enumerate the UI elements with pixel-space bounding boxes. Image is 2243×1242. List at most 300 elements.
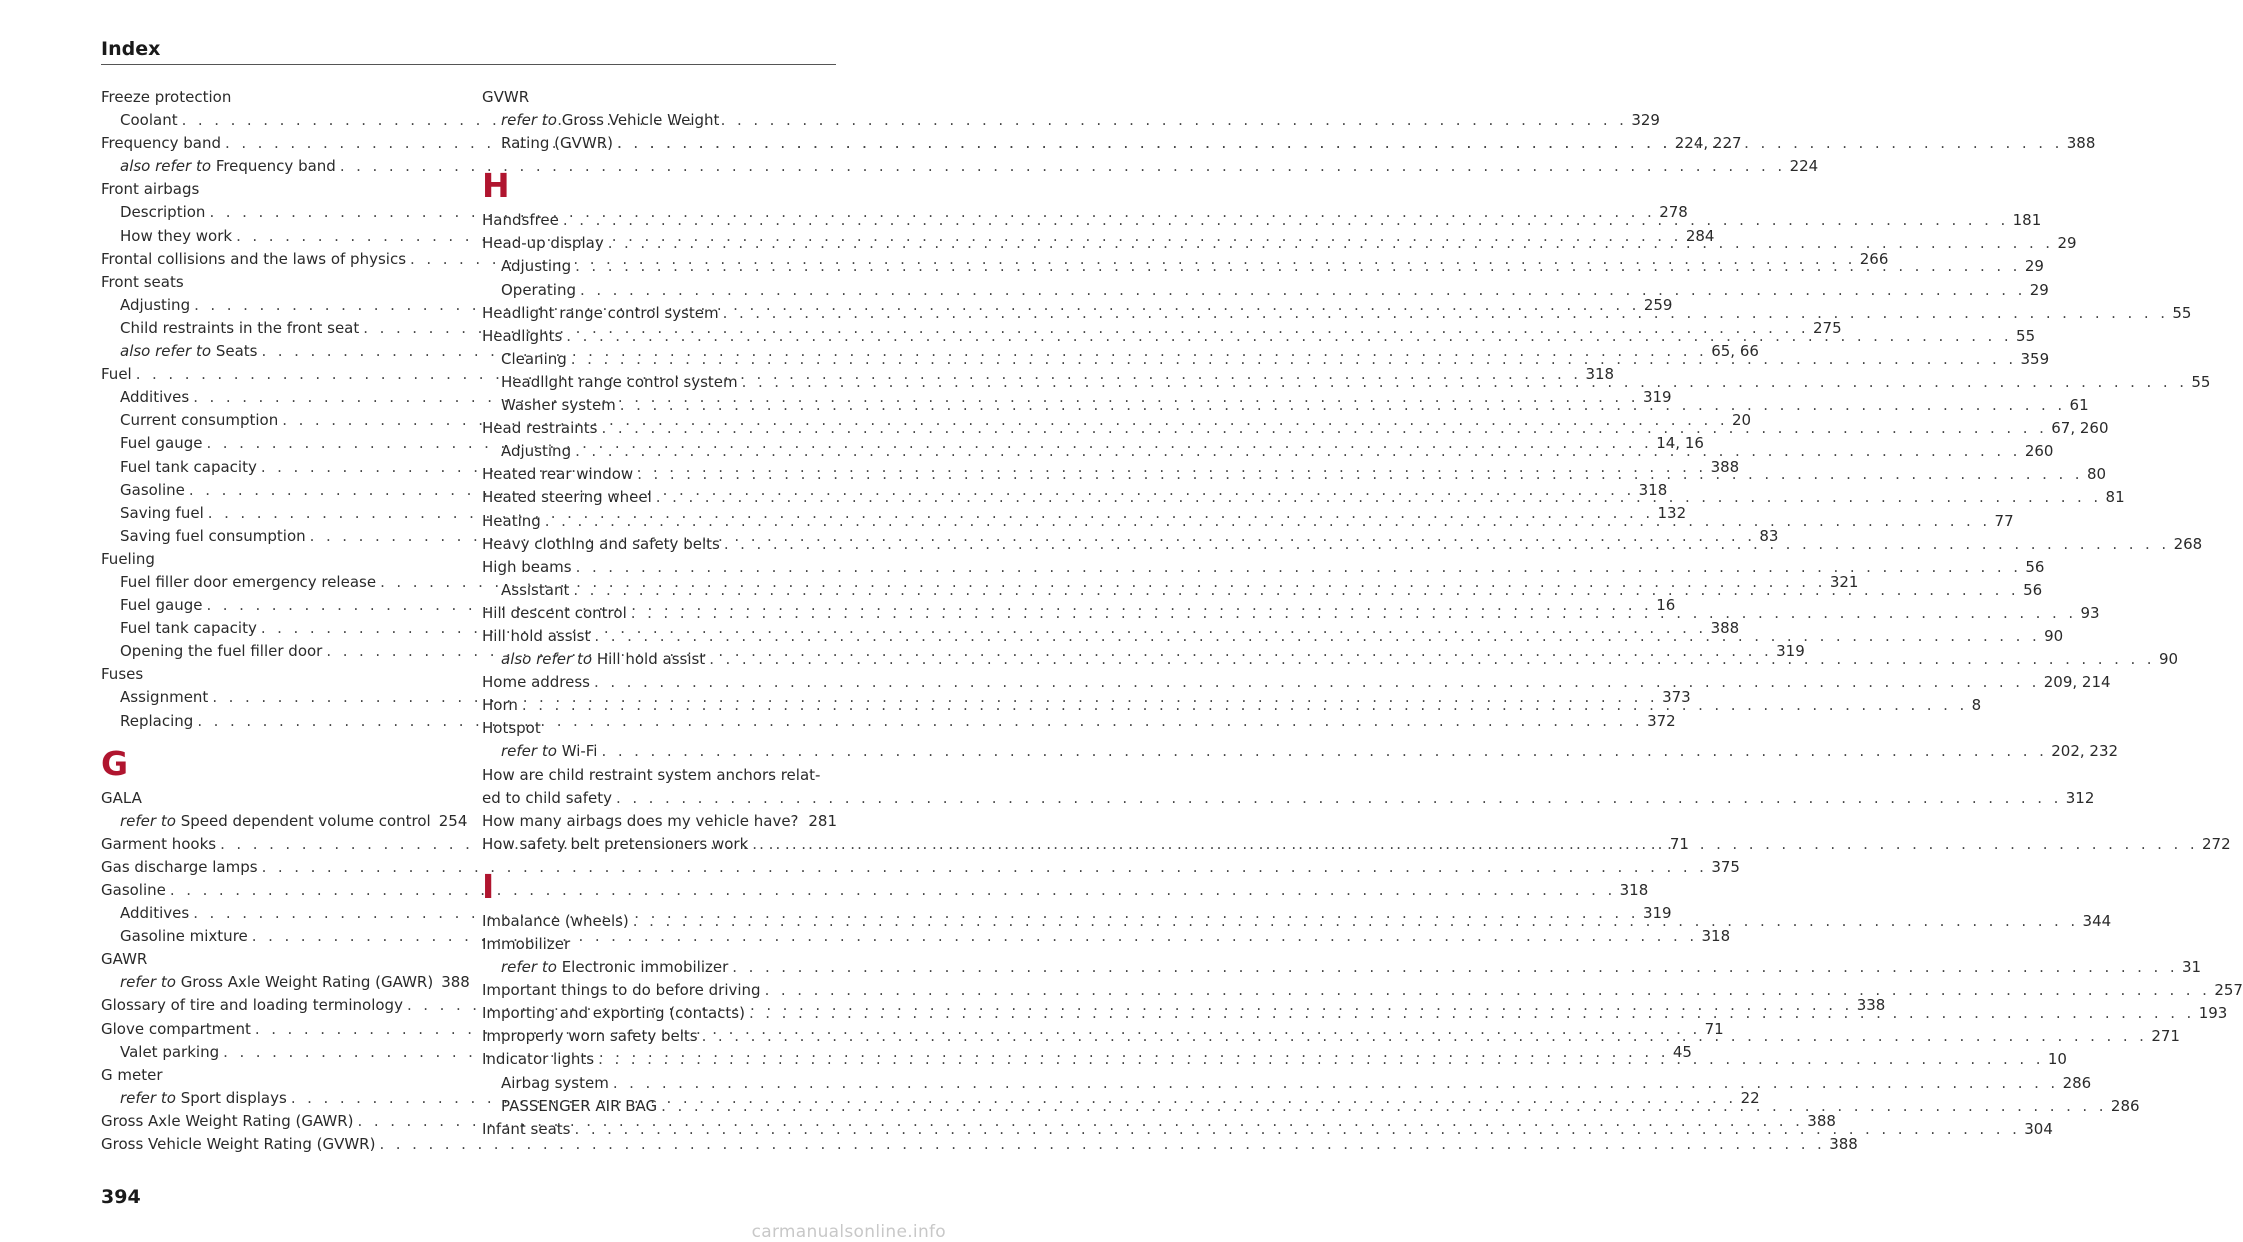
entry-text: Opening the fuel filler door (120, 642, 323, 661)
cross-reference-label: also refer to (501, 650, 593, 669)
entry-text: Gross Vehicle Weight Rating (GVWR) (101, 1135, 376, 1154)
section-letter-heading: G (101, 743, 129, 783)
dot-leader (617, 132, 2063, 155)
page-reference[interactable]: 271 (2151, 1027, 2180, 1046)
entry-text: Operating (501, 280, 576, 299)
entry-term (482, 463, 633, 486)
page-reference[interactable]: 278 (1659, 203, 1688, 222)
entry-term (101, 273, 184, 291)
index-subentry[interactable] (101, 810, 468, 833)
index-entry[interactable] (101, 879, 1649, 902)
page-reference[interactable]: 29 (2029, 280, 2049, 299)
cross-reference-label: also refer to (120, 342, 212, 361)
entry-term (120, 902, 189, 925)
entry-text: Headlight range control system (501, 372, 738, 391)
page-reference[interactable]: 202, 232 (2051, 742, 2119, 761)
dot-leader (601, 740, 2047, 763)
index-entry (482, 86, 837, 109)
entry-text: Fuel gauge (120, 434, 203, 453)
page-reference[interactable]: 388 (1710, 619, 1740, 638)
page-reference[interactable]: 272 (2202, 834, 2231, 853)
entry-text: Frequency band (101, 134, 221, 153)
page-reference[interactable]: 266 (1859, 249, 1889, 268)
page-reference[interactable]: 93 (2080, 603, 2100, 622)
entry-text: Replacing (120, 711, 194, 730)
dot-leader (723, 302, 2169, 325)
dot-leader (575, 255, 2021, 278)
entry-term (101, 132, 221, 155)
entry-text: Gasoline (120, 480, 185, 499)
page-reference[interactable]: 388 (1710, 457, 1740, 476)
index-entry (101, 1064, 456, 1087)
index-entry[interactable] (482, 810, 837, 833)
entry-term (120, 971, 433, 994)
index-entry (482, 933, 837, 956)
entry-text: Garment hooks (101, 834, 217, 853)
page-reference[interactable]: 224, 227 (1674, 134, 1742, 153)
page-reference[interactable]: 80 (2086, 465, 2107, 484)
page-reference[interactable]: 388 (441, 973, 470, 992)
page-reference[interactable]: 71 (1704, 1019, 1724, 1038)
cross-reference-label: refer to (120, 1088, 176, 1107)
dot-leader (598, 1048, 2044, 1071)
entry-term (101, 833, 216, 856)
index-entry (101, 86, 456, 109)
page-reference[interactable]: 8 (1971, 696, 1982, 715)
entry-text: Electronic immobilizer (561, 958, 729, 977)
cross-reference-label: also refer to (120, 157, 212, 176)
index-entry (101, 948, 456, 971)
index-entry[interactable] (101, 1133, 1858, 1156)
entry-term (482, 810, 799, 833)
entry-text: Adjusting (501, 442, 572, 461)
entry-term (482, 417, 597, 440)
page-header-title: Index (101, 38, 161, 60)
entry-term (101, 1018, 251, 1041)
dot-leader (633, 910, 2079, 933)
entry-term (482, 910, 629, 933)
page-reference[interactable]: 359 (2020, 349, 2050, 368)
entry-text: Fueling (101, 549, 155, 568)
page-reference[interactable]: 90 (2044, 626, 2064, 645)
entry-term (120, 340, 257, 363)
entry-text: Gross Axle Weight Rating (GAWR) (101, 1111, 354, 1130)
page-reference[interactable]: 22 (1740, 1088, 1760, 1107)
entry-text: Adjusting (120, 295, 191, 314)
entry-text: Additives (120, 388, 190, 407)
page-reference[interactable]: 319 (1642, 388, 1672, 407)
page-reference[interactable]: 304 (2024, 1119, 2053, 1138)
entry-text: Immobilizer (482, 935, 571, 953)
section-letter-heading: H (482, 166, 510, 206)
dot-leader (742, 371, 2188, 394)
entry-text: Rating (GVWR) (501, 134, 613, 153)
entry-text: Hill hold assist (596, 650, 706, 669)
entry-term (120, 386, 189, 409)
cross-reference-label: refer to (120, 973, 176, 992)
entry-text: Gross Axle Weight Rating (GAWR) (180, 973, 434, 992)
page-reference[interactable]: 29 (2024, 257, 2044, 276)
entry-term (501, 371, 738, 394)
entry-term (120, 1087, 287, 1110)
index-subentry[interactable] (101, 155, 1819, 178)
entry-text: Seats (215, 342, 258, 361)
index-subentry[interactable] (482, 1072, 2092, 1095)
page-reference[interactable]: 83 (1759, 526, 1779, 545)
entry-text: Hill descent control (482, 603, 627, 622)
header-divider (101, 64, 836, 65)
page-reference[interactable]: 344 (2082, 911, 2112, 930)
page-reference[interactable]: 372 (1647, 711, 1676, 730)
page-reference[interactable]: 329 (1631, 111, 1660, 130)
dot-leader (608, 232, 2054, 255)
entry-text: Valet parking (120, 1042, 220, 1061)
entry-term (101, 363, 132, 386)
entry-text: Gasoline (101, 881, 166, 899)
entry-term (101, 1066, 163, 1084)
index-subentry[interactable] (482, 956, 2202, 979)
index-entry[interactable] (482, 671, 2111, 694)
entry-text: Airbag system (501, 1073, 609, 1092)
dot-leader (637, 463, 2083, 486)
page-reference[interactable]: 61 (2069, 396, 2089, 415)
dot-leader (575, 440, 2021, 463)
entry-term (501, 440, 571, 463)
page-reference[interactable]: 286 (2110, 1096, 2140, 1115)
entry-text: Heavy clothing and safety belts (482, 534, 720, 553)
dot-leader (522, 694, 1968, 717)
entry-term (482, 232, 604, 255)
page-reference[interactable]: 284 (1685, 226, 1715, 245)
index-entry (101, 271, 456, 294)
index-entry (101, 178, 456, 201)
entry-term (482, 719, 541, 737)
entry-term (482, 88, 529, 106)
page-reference[interactable]: 55 (2016, 326, 2036, 345)
entry-text: Fuel tank capacity (120, 457, 257, 476)
page-reference[interactable]: 338 (1856, 996, 1886, 1015)
dot-leader (594, 671, 2040, 694)
page-reference[interactable]: 10 (2047, 1050, 2067, 1069)
entry-term (120, 925, 248, 948)
entry-term (501, 255, 571, 278)
dot-leader (732, 956, 2178, 979)
page-reference[interactable]: 260 (2024, 442, 2054, 461)
page-reference[interactable]: 29 (2057, 234, 2077, 253)
entry-text: Frequency band (215, 157, 336, 176)
entry-text: Heated steering wheel (482, 488, 652, 507)
page-reference[interactable]: 55 (2172, 303, 2192, 322)
page-reference[interactable]: 16 (1656, 596, 1676, 615)
index-entry[interactable] (482, 556, 2045, 579)
page-reference[interactable]: 45 (1672, 1042, 1692, 1061)
entry-text: Front airbags (101, 180, 200, 199)
dot-leader (620, 394, 2066, 417)
entry-term (101, 789, 142, 807)
entry-term (501, 1095, 657, 1118)
entry-term (120, 571, 376, 594)
entry-term (482, 766, 820, 784)
page-reference[interactable]: 90 (2158, 650, 2179, 669)
entry-text: Wi-Fi (561, 742, 598, 761)
entry-term (482, 1118, 571, 1141)
entry-text: ed to child safety (482, 788, 612, 807)
dot-leader (661, 1095, 2107, 1118)
entry-term (501, 1072, 609, 1095)
dot-leader (749, 1002, 2195, 1025)
entry-text: Current consumption (120, 411, 279, 430)
index-subentry[interactable] (101, 971, 470, 994)
dot-leader (709, 648, 2155, 671)
entry-text: Infant seats (482, 1119, 571, 1138)
dot-leader (580, 279, 2026, 302)
entry-text: Coolant (120, 111, 178, 130)
entry-text: Fuel gauge (120, 596, 203, 615)
entry-text: Speed dependent volume control (180, 811, 431, 830)
page-reference[interactable]: 318 (1585, 365, 1615, 384)
entry-term (120, 317, 359, 340)
entry-text: How many airbags does my vehicle have? (482, 811, 799, 830)
page-reference[interactable]: 259 (1643, 295, 1673, 314)
entry-term (482, 486, 652, 509)
index-entry[interactable] (101, 856, 1740, 879)
dot-leader (631, 602, 2077, 625)
page-reference[interactable]: 286 (2062, 1073, 2092, 1092)
entry-term (501, 348, 567, 371)
page-reference[interactable]: 388 (1829, 1135, 1858, 1154)
entry-term (482, 625, 590, 648)
page-reference[interactable]: 268 (2173, 534, 2203, 553)
entry-term (120, 710, 193, 733)
watermark: carmanualsonline.info (751, 1222, 946, 1242)
cross-reference-label: refer to (120, 811, 176, 830)
dot-leader (182, 109, 1628, 132)
entry-term (101, 1110, 354, 1133)
page-reference[interactable]: 193 (2198, 1004, 2228, 1023)
entry-text: Cleaning (501, 349, 567, 368)
entry-text: Headlight range control system (482, 303, 719, 322)
entry-text: Horn (482, 696, 518, 715)
entry-text: Freeze protection (101, 88, 232, 106)
entry-text: How safety belt pretensioners work (482, 834, 749, 853)
entry-term (501, 394, 616, 417)
index-entry (101, 787, 456, 810)
page-reference[interactable]: 319 (1776, 642, 1805, 661)
entry-term (120, 109, 178, 132)
entry-text: Gas discharge lamps (101, 857, 258, 876)
dot-leader (613, 1072, 2059, 1095)
entry-term (482, 209, 559, 232)
page-reference[interactable]: 321 (1829, 572, 1859, 591)
page-reference[interactable]: 224 (1789, 157, 1819, 176)
page-reference[interactable]: 375 (1711, 857, 1740, 876)
entry-term (120, 502, 204, 525)
page-reference[interactable]: 254 (438, 811, 468, 830)
entry-term (482, 1025, 698, 1048)
index-subentry[interactable] (482, 740, 2119, 763)
index-entry (101, 548, 456, 571)
entry-text: Gasoline mixture (120, 927, 248, 946)
entry-text: GVWR (482, 88, 530, 106)
entry-text: How they work (120, 226, 233, 245)
entry-term (120, 456, 257, 479)
entry-text: Home address (482, 673, 590, 692)
entry-text: Gross Vehicle Weight (561, 111, 720, 130)
entry-text: Assignment (120, 688, 209, 707)
entry-term (120, 640, 322, 663)
entry-text: Adjusting (501, 257, 572, 276)
dot-leader (573, 579, 2019, 602)
entry-text: GALA (101, 788, 142, 807)
entry-term (120, 686, 208, 709)
entry-term (101, 856, 258, 879)
dot-leader (575, 1118, 2021, 1141)
entry-term (120, 432, 202, 455)
entry-term (101, 248, 406, 271)
entry-term (101, 879, 166, 902)
page-reference[interactable]: 312 (2065, 788, 2095, 807)
entry-term (482, 671, 590, 694)
page-reference[interactable]: 65, 66 (1711, 342, 1759, 361)
index-entry[interactable] (482, 979, 2243, 1002)
page-reference[interactable]: 319 (1642, 904, 1672, 923)
entry-term (120, 810, 431, 833)
dot-leader (563, 209, 2009, 232)
entry-text: Heating (482, 511, 541, 530)
entry-term (501, 956, 728, 979)
entry-term (482, 533, 720, 556)
page-reference[interactable]: 281 (808, 811, 837, 830)
entry-term (482, 325, 562, 348)
entry-term (101, 665, 143, 683)
cross-reference-label: refer to (501, 958, 557, 977)
entry-term (482, 1048, 594, 1071)
dot-leader (566, 325, 2012, 348)
entry-term (501, 132, 613, 155)
page-reference[interactable]: 373 (1662, 688, 1691, 707)
entry-text: Child restraints in the front seat (120, 318, 360, 337)
entry-term (120, 479, 185, 502)
dot-leader (545, 510, 1991, 533)
entry-term (120, 225, 232, 248)
index-subentry[interactable] (482, 279, 2049, 302)
entry-text: Indicator lights (482, 1050, 595, 1069)
entry-term (482, 979, 761, 1002)
page-reference[interactable]: 318 (1701, 927, 1731, 946)
page-reference[interactable]: 77 (1994, 511, 2014, 530)
entry-term (120, 155, 336, 178)
entry-text: Headlights (482, 326, 563, 345)
entry-text: Important things to do before driving (482, 981, 761, 1000)
dot-leader (601, 417, 2047, 440)
entry-term (501, 579, 569, 602)
page-reference[interactable]: 71 (1669, 834, 1689, 853)
index-entry (482, 717, 837, 740)
entry-term (120, 201, 205, 224)
page-reference[interactable]: 14, 16 (1656, 434, 1704, 453)
page-reference[interactable]: 257 (2214, 981, 2243, 1000)
entry-term (501, 279, 576, 302)
entry-text: Saving fuel consumption (120, 526, 306, 545)
page-reference[interactable]: 388 (2066, 134, 2096, 153)
index-subentry (482, 109, 837, 132)
entry-text: Hotspot (482, 719, 541, 738)
page-reference[interactable]: 318 (1638, 480, 1668, 499)
entry-term (482, 694, 518, 717)
cross-reference-label: refer to (501, 111, 557, 130)
page-reference[interactable]: 81 (2105, 488, 2125, 507)
entry-text: G meter (101, 1065, 163, 1084)
entry-term (101, 994, 403, 1017)
page-number: 394 (101, 1186, 141, 1208)
entry-term (482, 302, 719, 325)
page-reference[interactable]: 181 (2012, 211, 2042, 230)
entry-text: High beams (482, 557, 572, 576)
dot-leader (803, 810, 805, 833)
entry-text: Handsfree (482, 211, 559, 230)
page-reference[interactable]: 318 (1619, 881, 1649, 899)
entry-term (120, 525, 306, 548)
dot-leader (656, 486, 2102, 509)
entry-text: Head restraints (482, 419, 598, 438)
entry-term (120, 617, 257, 640)
page-reference[interactable]: 132 (1657, 503, 1687, 522)
entry-text: Assistant (501, 580, 570, 599)
page-reference[interactable]: 209, 214 (2043, 673, 2111, 692)
entry-term (101, 1133, 375, 1156)
entry-text: How are child restraint system anchors relat- (482, 765, 821, 784)
page-reference[interactable]: 55 (2191, 372, 2211, 391)
entry-text: Fuses (101, 665, 144, 684)
dot-leader (571, 348, 2017, 371)
entry-term (501, 740, 597, 763)
entry-term (120, 409, 278, 432)
entry-text: Frontal collisions and the laws of physics (101, 249, 407, 268)
entry-text: Glove compartment (101, 1019, 251, 1038)
entry-term (101, 550, 155, 568)
entry-text: Saving fuel (120, 503, 204, 522)
entry-text: Imbalance (wheels) (482, 911, 629, 930)
dot-leader (724, 533, 2170, 556)
entry-term (501, 111, 719, 129)
page-reference[interactable]: 275 (1813, 318, 1842, 337)
page-reference[interactable]: 31 (2182, 958, 2202, 977)
dot-leader (752, 833, 2198, 856)
dot-leader (170, 879, 1616, 902)
page-reference[interactable]: 67, 260 (2051, 419, 2109, 438)
entry-term (482, 1002, 745, 1025)
entry-text: Heated rear window (482, 465, 634, 484)
index-entry[interactable] (482, 787, 2095, 810)
entry-term (120, 1041, 219, 1064)
page-reference[interactable]: 56 (2025, 557, 2045, 576)
page-reference[interactable]: 388 (1807, 1111, 1836, 1130)
index-entry (101, 663, 456, 686)
entry-term (482, 602, 627, 625)
entry-text: Additives (120, 904, 190, 923)
section-letter-heading: I (482, 866, 495, 906)
index-entry[interactable] (482, 1025, 2180, 1048)
entry-text: PASSENGER AIR BAG (501, 1096, 658, 1115)
entry-term (482, 935, 570, 953)
entry-term (120, 594, 202, 617)
page-reference[interactable]: 56 (2023, 580, 2043, 599)
index-entry (482, 764, 837, 787)
dot-leader (765, 979, 2211, 1002)
entry-text: Fuel filler door emergency release (120, 572, 377, 591)
dot-leader (594, 625, 2040, 648)
page-reference[interactable]: 20 (1731, 411, 1752, 430)
